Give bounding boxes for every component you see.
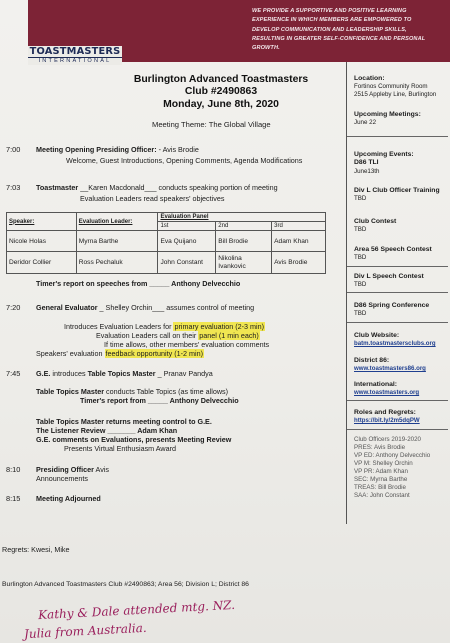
primary-evaluation-highlight: primary evaluation (2-3 min): [174, 322, 264, 331]
timer-table-topics: Timer's report from _____ Anthony Delvecchio: [80, 396, 239, 405]
district-title: District 86:: [354, 357, 390, 364]
event-date: TBD: [354, 254, 367, 262]
ttm-returns: Table Topics Master returns meeting control to G.E.: [36, 417, 212, 426]
d86-spring-block: [354, 302, 448, 318]
table-row: [7, 252, 326, 274]
presiding-label: Presiding Officer: [36, 465, 94, 474]
upcoming-meetings-block: [354, 111, 448, 127]
location-line: 2515 Appleby Line, Burlington: [354, 91, 437, 99]
district-block: [354, 357, 448, 373]
speaker-header: [7, 213, 77, 231]
location-block: [354, 75, 448, 99]
table-cell: Nikolina Ivankovic: [216, 252, 272, 274]
upcoming-events-title: Upcoming Events:: [354, 151, 414, 158]
upcoming-meetings-date: June 22: [354, 119, 377, 127]
officer-item: VP M: Shelley Orchin: [354, 460, 413, 467]
ge-intro-ttm: [36, 369, 213, 378]
divider: [347, 136, 448, 137]
event-date: TBD: [354, 281, 367, 289]
table-cell: Nicole Holas: [7, 231, 77, 252]
toastmaster-label: Toastmaster: [36, 183, 79, 192]
opening-officer: - Avis Brodie: [158, 145, 199, 154]
opening-title-text: Meeting Opening Presiding Officer:: [36, 145, 157, 154]
club-officers-block: [354, 436, 448, 500]
regrets: Regrets: Kwesi, Mike: [2, 545, 70, 554]
panel-evaluation: [96, 331, 260, 340]
time-720: 7:20: [6, 303, 21, 312]
officer-item: PRES: Avis Brodie: [354, 444, 406, 451]
divl-training-block: [354, 187, 448, 203]
intro-text: Introduces Evaluation Leaders for: [64, 322, 174, 331]
table-header-row: [7, 213, 326, 222]
divider: [347, 429, 448, 430]
ttm-label: Table Topics Master: [36, 387, 105, 396]
mission-line: WE PROVIDE A SUPPORTIVE AND POSITIVE LEARNING: [252, 8, 407, 14]
ttm-text: conducts Table Topics (as time allows): [106, 387, 229, 396]
international-title: International:: [354, 381, 398, 388]
club-number: Club #2490863: [184, 86, 258, 97]
divider: [347, 322, 448, 323]
table-cell: Adam Khan: [272, 231, 326, 252]
divider: [347, 292, 448, 293]
club-website-link[interactable]: batm.toastmastersclubs.org: [354, 340, 436, 348]
mission-line: EXPERIENCE IN WHICH MEMBERS ARE EMPOWERED TO: [252, 17, 412, 24]
handwritten-note-line: Julia from Australia.: [23, 620, 147, 642]
roles-title: Roles and Regrets:: [354, 409, 416, 416]
handwritten-note-line: Kathy & Dale attended mtg. NZ.: [37, 597, 236, 623]
event-title: Area 56 Speech Contest: [354, 246, 432, 253]
upcoming-meetings-title: Upcoming Meetings:: [354, 111, 421, 118]
event-title: Div L Club Officer Training: [354, 187, 440, 194]
table-cell: Deridor Collier: [7, 252, 77, 274]
table-cell: Avis Brodie: [272, 252, 326, 274]
column-divider: [346, 62, 347, 524]
meeting-theme: Meeting Theme: The Global Village: [152, 120, 271, 129]
international-link[interactable]: www.toastmasters.org: [354, 389, 420, 397]
time-703: 7:03: [6, 183, 21, 192]
other-evaluations: If time allows, other members' evaluation comments: [104, 340, 270, 349]
panel-highlight: panel (1 min each): [199, 331, 259, 340]
district-link[interactable]: www.toastmasters86.org: [354, 365, 426, 373]
toastmaster-line: [36, 183, 278, 192]
enthusiasm-award: Presents Virtual Enthusiasm Award: [64, 444, 176, 453]
opening-title: [36, 145, 199, 154]
panel-first-header: 1st: [158, 222, 216, 231]
ge-label: G.E.: [36, 369, 51, 378]
eval-leader-header: [76, 213, 158, 231]
club-website-block: [354, 332, 448, 348]
speaker-table: [6, 212, 326, 274]
toastmaster-description: Evaluation Leaders read speakers' objectives: [80, 194, 225, 203]
toastmasters-logo: [28, 46, 122, 68]
mission-line: DEVELOP COMMUNICATION AND LEADERSHIP SKILLS,: [252, 26, 407, 33]
event-date: TBD: [354, 195, 367, 203]
presiding-name: Avis: [95, 465, 109, 474]
international-block: [354, 381, 448, 397]
general-evaluator-line: [36, 303, 254, 312]
event-title: D86 TLI: [354, 159, 379, 167]
event-title: Club Contest: [354, 218, 397, 225]
speaker-header-label: Speaker:: [9, 218, 35, 225]
location-title: Location:: [354, 75, 385, 82]
mission-line: RESULTING IN GREATER SELF-CONFIDENCE AND PERSONAL: [252, 35, 426, 42]
intro-evaluation-leaders: [64, 322, 265, 331]
panel-text: Evaluation Leaders call on their: [96, 331, 199, 340]
announcements: Announcements: [36, 474, 88, 483]
divider: [347, 400, 448, 401]
meeting-adjourned: Meeting Adjourned: [36, 494, 101, 503]
club-website-title: Club Website:: [354, 332, 400, 339]
eval-leader-header-label: Evaluation Leader:: [78, 218, 133, 225]
area56-block: [354, 246, 448, 262]
mission-line: GROWTH.: [252, 45, 280, 52]
general-evaluator-text: _ Shelley Orchin___ assumes control of meeting: [99, 303, 255, 312]
officer-item: SEC: Myrna Barthe: [354, 476, 408, 483]
toastmaster-text: __Karen Macdonald___ conducts speaking portion of meeting: [80, 183, 278, 192]
event-title: Div L Speech Contest: [354, 273, 424, 280]
meeting-date: Monday, June 8th, 2020: [163, 99, 279, 110]
table-cell: Myrna Barthe: [76, 231, 158, 252]
event-date: TBD: [354, 310, 367, 318]
time-700: 7:00: [6, 145, 21, 154]
logo-subtext: INTERNATIONAL: [28, 57, 122, 65]
table-cell: Ross Pechaluk: [76, 252, 158, 274]
eval-panel-header-label: Evaluation Panel: [160, 214, 209, 220]
ge-intro-text: introduces: [52, 369, 86, 378]
club-contest-block: [354, 218, 448, 234]
panel-second-header: 2nd: [216, 222, 272, 231]
roles-block: [354, 409, 448, 425]
ttm-conducts: [36, 387, 228, 396]
event-date: TBD: [354, 226, 367, 234]
general-evaluator-label: General Evaluator: [36, 303, 98, 312]
upcoming-events-block: [354, 151, 448, 176]
feedback-line: [36, 349, 204, 358]
table-row: [7, 231, 326, 252]
time-810: 8:10: [6, 465, 21, 474]
officer-item: VP PR: Adam Khan: [354, 468, 408, 475]
feedback-highlight: feedback opportunity (1-2 min): [105, 349, 203, 358]
location-line: Fortinos Community Room: [354, 83, 428, 91]
event-title: D86 Spring Conference: [354, 302, 430, 309]
timer-speeches: Timer's report on speeches from _____ Anthony Delvecchio: [36, 279, 241, 288]
divl-speech-block: [354, 273, 448, 289]
divider: [347, 266, 448, 267]
officer-item: SAA: John Constant: [354, 492, 410, 499]
eval-panel-header: [158, 213, 326, 222]
presiding-officer-line: [36, 465, 109, 474]
ge-comments: G.E. comments on Evaluations, presents Meeting Review: [36, 435, 232, 444]
roles-link[interactable]: https://bit.ly/2m5dqPW: [354, 417, 420, 425]
event-date: June13th: [354, 167, 380, 175]
officer-item: VP ED: Anthony Delvecchio: [354, 452, 431, 459]
logo-text: TOASTMASTERS: [29, 46, 121, 57]
time-815: 8:15: [6, 494, 21, 503]
table-cell: Eva Quijano: [158, 231, 216, 252]
listener-review: The Listener Review _______ Adam Khan: [36, 426, 178, 435]
ttm-name: _ Pranav Pandya: [157, 369, 213, 378]
panel-third-header: 3rd: [272, 222, 326, 231]
officer-item: TREAS: Bill Brodie: [354, 484, 406, 491]
table-cell: John Constant: [158, 252, 216, 274]
footer: Burlington Advanced Toastmasters Club #2490863; Area 56; Division L; District 86: [2, 581, 249, 588]
ttm-label: Table Topics Master: [87, 369, 156, 378]
feedback-text: Speakers' evaluation: [36, 349, 105, 358]
club-name: Burlington Advanced Toastmasters: [133, 74, 309, 85]
table-cell: Bill Brodie: [216, 231, 272, 252]
officers-title: Club Officers 2019-2020: [354, 436, 421, 443]
mission-statement: [252, 7, 448, 53]
opening-description: Welcome, Guest Introductions, Opening Comments, Agenda Modifications: [66, 156, 303, 165]
time-745: 7:45: [6, 369, 21, 378]
